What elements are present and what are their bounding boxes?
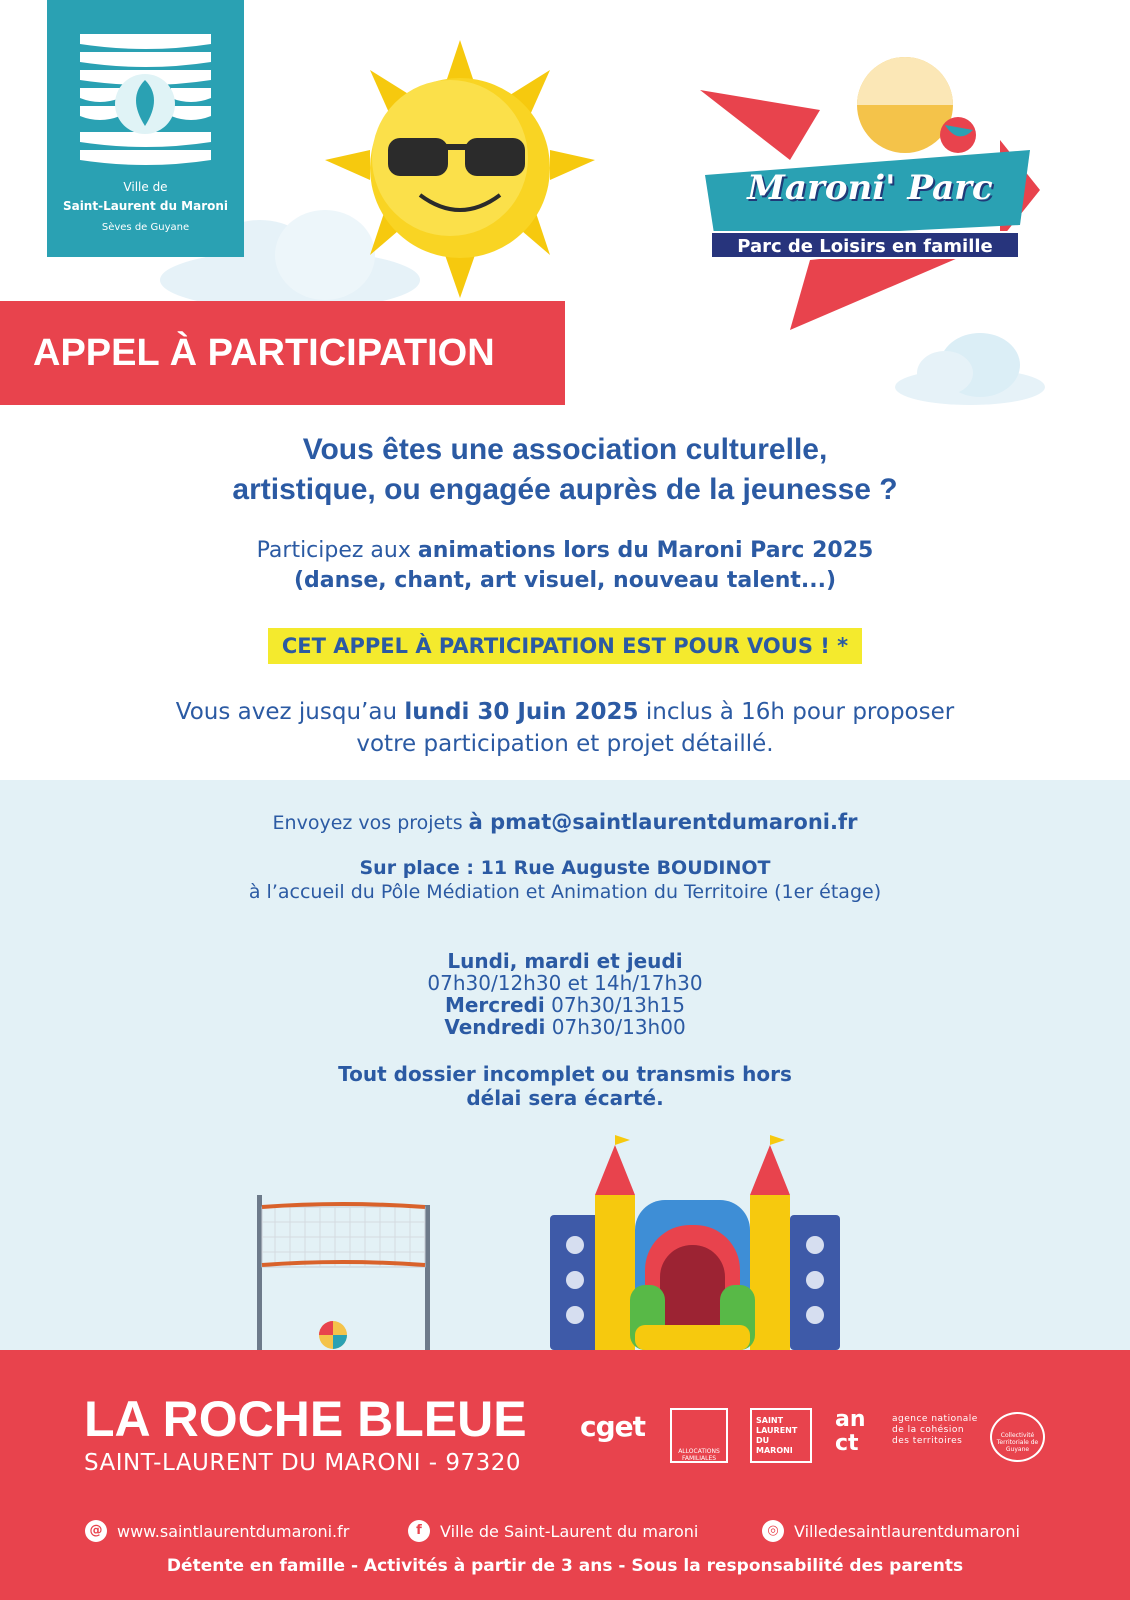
hours-day2: Mercredi [444,993,545,1017]
ctg-logo: Collectivité Territoriale de Guyane [990,1412,1045,1462]
globe-icon: @ [85,1520,107,1542]
website-url: www.saintlaurentdumaroni.fr [117,1521,350,1541]
deadline-date: lundi 30 Juin 2025 [404,699,639,725]
deadline-paragraph [0,696,1130,760]
venue-name: LA ROCHE BLEUE [84,1391,527,1447]
audience-question-line2: artistique, ou engagée auprès de la jeunesse ? [232,473,898,506]
city-logo-line1: Ville de [123,180,168,194]
facebook-link[interactable] [408,1520,698,1542]
partner-logos [580,1408,1050,1468]
participate-prefix: Participez aux [256,538,418,563]
anct-description: agence nationale de la cohésion des territoires [892,1414,978,1446]
deadline-line2: votre participation et projet détaillé. [356,731,774,757]
facebook-icon: f [408,1520,430,1542]
opening-hours [0,950,1130,1038]
warning-line1: Tout dossier incomplet ou transmis hors [338,1062,792,1086]
city-logo [47,0,244,257]
hours-days1: Lundi, mardi et jeudi [447,949,683,973]
participate-line2: (danse, chant, art visuel, nouveau talent...) [293,568,837,593]
highlight-wrap [0,628,1130,664]
onsite-address-line2: à l’accueil du Pôle Médiation et Animation du Territoire (1er étage) [248,881,882,903]
volleyball-net-illustration [255,1195,455,1350]
city-logo-line3: Sèves de Guyane [101,222,190,233]
sun-with-sunglasses-illustration [300,40,620,300]
anct-logo: an ct [835,1407,866,1456]
venue-city: SAINT-LAURENT DU MARONI - 97320 [84,1450,522,1476]
send-instruction [0,810,1130,834]
website-link[interactable] [85,1520,349,1542]
hours-times1: 07h30/12h30 et 14h/17h30 [427,971,703,995]
instagram-icon: ◎ [762,1520,784,1542]
maroni-parc-subtitle: Parc de Loisirs en famille [710,231,1020,259]
onsite-address [0,856,1130,904]
instagram-name: Villedesaintlaurentdumaroni [794,1521,1020,1541]
caf-logo: ALLOCATIONS FAMILIALES [670,1408,728,1463]
send-email[interactable]: à pmat@saintlaurentdumaroni.fr [468,810,858,834]
footer-tagline: Détente en famille - Activités à partir de 3 ans - Sous la responsabilité des parents [166,1556,964,1576]
audience-question-line1: Vous êtes une association culturelle, [302,433,828,466]
warning-note [0,1062,1130,1110]
hours-time3: 07h30/13h00 [545,1015,686,1039]
highlight-callout: CET APPEL À PARTICIPATION EST POUR VOUS ! * [268,628,862,664]
deadline-prefix: Vous avez jusqu’au [175,699,405,725]
city-logo-line2: Saint-Laurent du Maroni [62,199,229,213]
maroni-parc-title: Maroni' Parc [747,168,993,208]
cget-logo: cget [580,1410,646,1443]
onsite-address-bold: Sur place : 11 Rue Auguste BOUDINOT [359,857,771,879]
bouncy-castle-illustration [550,1135,840,1350]
contact-links [85,1520,1055,1550]
hours-day3: Vendredi [444,1015,546,1039]
deadline-suffix: inclus à 16h pour proposer [638,699,955,725]
warning-line2: délai sera écarté. [466,1086,664,1110]
participate-paragraph [0,536,1130,596]
instagram-link[interactable] [762,1520,1020,1542]
call-banner-text: APPEL À PARTICIPATION [33,332,495,374]
slm-logo: SAINT LAURENT DU MARONI [750,1408,812,1463]
facebook-name: Ville de Saint-Laurent du maroni [440,1521,699,1541]
audience-question [0,430,1130,510]
participate-bold: animations lors du Maroni Parc 2025 [417,538,874,563]
city-emblem-icon [80,32,211,170]
send-prefix: Envoyez vos projets [272,812,469,834]
hours-time2: 07h30/13h15 [544,993,686,1017]
